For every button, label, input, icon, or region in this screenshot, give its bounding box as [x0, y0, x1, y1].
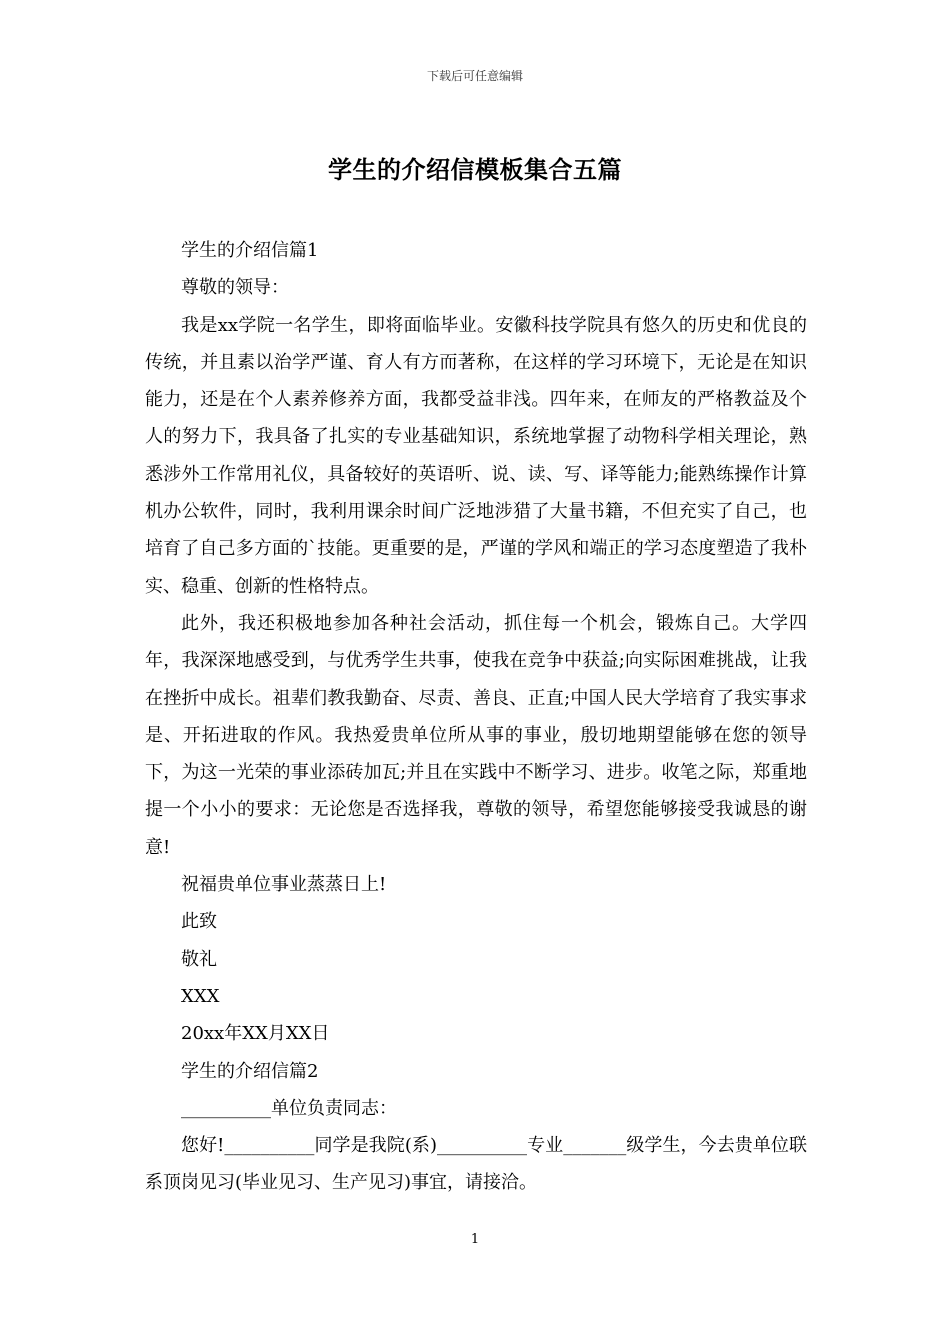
document-body — [145, 232, 807, 1202]
letter1-closing-jingli: 敬礼 — [181, 948, 217, 970]
letter1-date: 20xx年XX月XX日 — [181, 1023, 330, 1045]
letter1-paragraph-2: 此外，我还积极地参加各种社会活动，抓住每一个机会，锻炼自己。大学四年，我深深地感受到，与优秀学生共事，使我在竞争中获益;向实际困难挑战，让我在挫折中成长。祖辈们教我勤奋、尽责、善良、正直;中国人民大学培育了我实事求是、开拓进取的作风。我热爱贵单位所从事的事业，殷切地期望能够在您的领导下，为这一光荣的事业添砖加瓦;并且在实践中不断学习、进步。收笔之际，郑重地提一个小小的要求：无论您是否选择我，尊敬的领导，希望您能够接受我诚恳的谢意! — [145, 612, 807, 858]
letter2-heading: 学生的介绍信篇2 — [181, 1060, 319, 1082]
letter1-wishes: 祝福贵单位事业蒸蒸日上! — [181, 874, 387, 896]
letter2-addressee: __________单位负责同志： — [181, 1097, 397, 1119]
document-title: 学生的介绍信模板集合五篇 — [328, 155, 622, 184]
letter1-closing-cizhi: 此致 — [181, 911, 217, 933]
page-number: 1 — [470, 1232, 480, 1247]
letter1-heading: 学生的介绍信篇1 — [181, 240, 319, 261]
letter1-salutation: 尊敬的领导： — [181, 277, 289, 299]
letter2-paragraph-1: 您好!__________同学是我院(系)__________专业_______级学生，今去贵单位联系顶岗见习(毕业见习、生产见习)事宜，请接洽。 — [145, 1135, 807, 1194]
page-header-note: 下载后可任意编辑 — [426, 69, 523, 83]
letter1-signature: XXX — [181, 985, 220, 1007]
letter1-paragraph-1: 我是xx学院一名学生，即将面临毕业。安徽科技学院具有悠久的历史和优良的传统，并且素以治学严谨、育人有方而著称，在这样的学习环境下，无论是在知识能力，还是在个人素养修养方面，我都受益非浅。四年来，在师友的严格教益及个人的努力下，我具备了扎实的专业基础知识，系统地掌握了动物科学相关理论，熟悉涉外工作常用礼仪，具备较好的英语听、说、读、写、译等能力;能熟练操作计算机办公软件，同时，我利用课余时间广泛地涉猎了大量书籍，不但充实了自己，也培育了自己多方面的`技能。更重要的是，严谨的学风和端正的学习态度塑造了我朴实、稳重、创新的性格特点。 — [145, 314, 807, 597]
